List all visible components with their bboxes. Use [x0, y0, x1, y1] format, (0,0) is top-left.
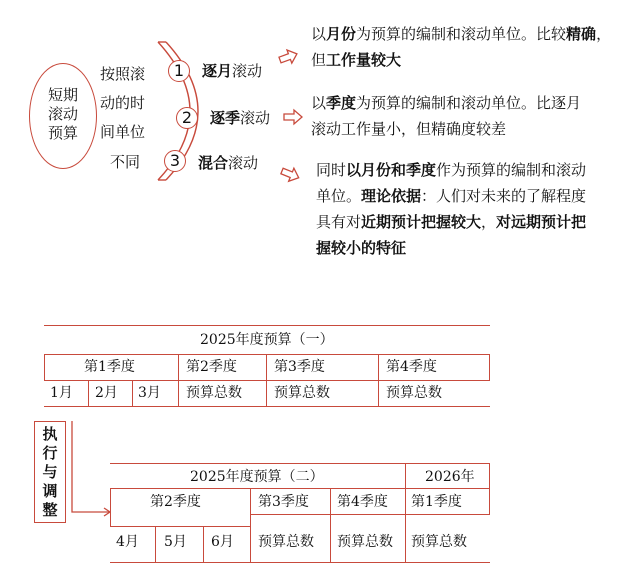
quarter-header: 第1季度 [411, 494, 462, 510]
exec-label-char: 与 [42, 463, 58, 481]
basis-line: 间单位 [100, 123, 146, 141]
emphasis-text: 以月份和季度 [346, 161, 437, 179]
description-line [311, 21, 611, 47]
total-cell: 预算总数 [274, 385, 330, 401]
exec-label-char: 整 [42, 501, 58, 519]
method-label: 混合滚动 [198, 154, 259, 172]
concept-title-line: 短期 [47, 86, 78, 104]
basis-line: 动的时 [100, 94, 146, 112]
basis-line: 按照滚 [100, 65, 146, 83]
emphasis-text: 对远期预计把 [496, 213, 587, 231]
hollow-arrow-icon [278, 47, 300, 66]
table-title: 2025年度预算（二） [190, 469, 324, 485]
quarter-header: 第1季度 [84, 359, 135, 375]
description-text: ， [481, 213, 497, 231]
description-text: 具有对 [316, 213, 362, 231]
total-cell: 预算总数 [386, 385, 442, 401]
method-description [311, 90, 581, 142]
description-line [311, 116, 581, 142]
description-text: 单位。 [316, 187, 362, 205]
month-cell: 6月 [211, 534, 234, 550]
description-line [316, 157, 586, 183]
description-text: 但 [311, 51, 327, 69]
description-text: 以 [311, 94, 327, 112]
description-text: ：人们对未来的了解程度 [421, 187, 587, 205]
quarter-header: 第2季度 [150, 494, 201, 510]
description-line [316, 183, 586, 209]
hollow-arrow-icon [279, 165, 301, 185]
month-cell: 1月 [50, 385, 73, 401]
emphasis-text: 近期预计把握较大 [361, 213, 482, 231]
basis-line: 不同 [110, 153, 141, 171]
month-cell: 4月 [116, 534, 139, 550]
description-line [311, 47, 611, 73]
quarter-header: 第4季度 [386, 359, 437, 375]
method-description [316, 157, 586, 261]
concept-title-line: 滚动 [47, 105, 78, 123]
emphasis-text: 工作量较大 [326, 51, 402, 69]
concept-title-line: 预算 [47, 124, 78, 142]
description-line [316, 235, 586, 261]
emphasis-text: 季度 [326, 94, 357, 112]
next-year-label: 2026年 [425, 469, 475, 485]
step-number-circle: 3 [164, 150, 186, 172]
step-number-circle: 1 [168, 60, 190, 82]
exec-label-char: 调 [42, 482, 58, 500]
description-line [316, 209, 586, 235]
exec-connector [72, 421, 110, 512]
emphasis-text: 理论依据 [361, 187, 422, 205]
month-cell: 5月 [164, 534, 187, 550]
description-line [311, 90, 581, 116]
quarter-header: 第2季度 [186, 359, 237, 375]
description-text: 为预算的编制和滚动单位。比逐月 [356, 94, 582, 112]
description-text: 作为预算的编制和滚动 [436, 161, 587, 179]
emphasis-text: 握较小的特征 [316, 239, 407, 257]
method-label: 逐月滚动 [202, 62, 263, 80]
description-text: 同时 [316, 161, 347, 179]
quarter-header: 第3季度 [258, 494, 309, 510]
exec-label-char: 行 [42, 444, 58, 462]
method-label: 逐季滚动 [210, 109, 271, 127]
quarter-header: 第3季度 [274, 359, 325, 375]
total-cell: 预算总数 [258, 534, 314, 550]
step-number-circle: 2 [176, 107, 198, 129]
description-text: 滚动工作量小，但精确度较差 [311, 120, 507, 138]
method-description [311, 21, 611, 73]
exec-label-char: 执 [42, 425, 58, 443]
total-cell: 预算总数 [186, 385, 242, 401]
emphasis-text: 月份 [326, 25, 357, 43]
description-text: 以 [311, 25, 327, 43]
total-cell: 预算总数 [411, 534, 467, 550]
table-title: 2025年度预算（一） [200, 332, 334, 348]
emphasis-text: 精确 [566, 25, 597, 43]
description-text: 为预算的编制和滚动单位。比较 [356, 25, 567, 43]
hollow-arrow-icon [284, 110, 302, 124]
quarter-header: 第4季度 [337, 494, 388, 510]
month-cell: 2月 [95, 385, 118, 401]
total-cell: 预算总数 [337, 534, 393, 550]
description-text: ， [596, 25, 612, 43]
month-cell: 3月 [138, 385, 161, 401]
